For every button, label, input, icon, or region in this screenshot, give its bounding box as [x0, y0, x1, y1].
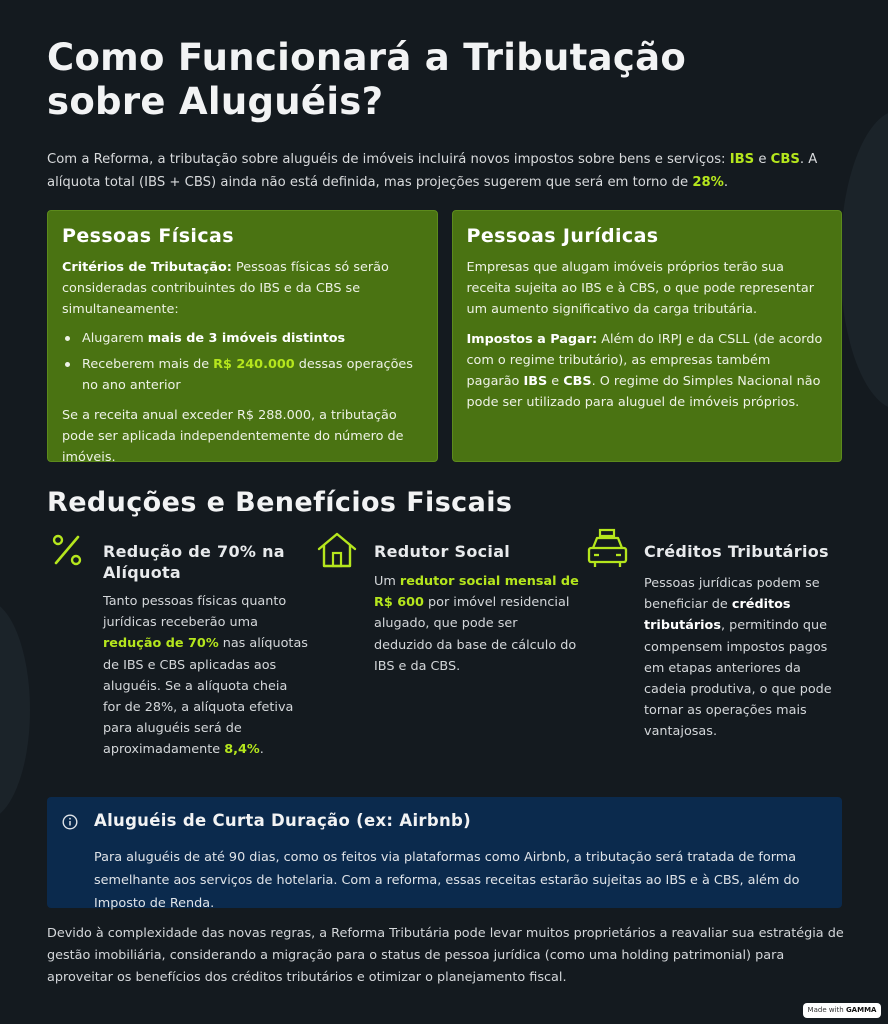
background-shape-left	[0, 600, 30, 820]
background-shape-right	[840, 110, 888, 410]
card-footer-text: Se a receita anual exceder R$ 288.000, a tributação pode ser aplicada independentemente do número de imóveis.	[62, 408, 404, 465]
feature-text: Um redutor social mensal de R$ 600 por imóvel residencial alugado, que pode ser deduzido da base de cálculo do IBS e da CBS.	[374, 574, 579, 674]
closing-paragraph: Devido à complexidade das novas regras, a Reforma Tributária pode levar muitos proprietários a reavaliar sua estratégia de gestão imobiliária, considerando a migração para o status de pessoa jurídica (como uma holding patrimonial) para aproveitar os benefícios dos créditos tributários e otimizar o planejamento fiscal.	[47, 926, 844, 985]
card-pessoas-fisicas	[47, 210, 438, 465]
feature-redutor-social	[316, 530, 586, 690]
list-item: Alugarem mais de 3 imóveis distintos	[62, 328, 423, 349]
taxi-icon	[586, 528, 630, 574]
card-paragraph: Empresas que alugam imóveis próprios terão sua receita sujeita ao IBS e à CBS, o que pode representar um aumento significativo da carga tributária.	[466, 260, 814, 317]
feature-title: Redutor Social	[374, 542, 511, 561]
criteria-text: Critérios de Tributação: Pessoas físicas só serão consideradas contribuintes do IBS e da CBS se simultaneamente:	[62, 260, 389, 317]
callout-title: Aluguéis de Curta Duração (ex: Airbnb)	[94, 811, 471, 830]
card-title: Pessoas Jurídicas	[466, 225, 659, 247]
card-pessoas-juridicas	[452, 210, 843, 462]
card-title: Pessoas Físicas	[62, 225, 234, 247]
made-with-gamma-badge[interactable]: Made with GAMMA	[803, 1003, 881, 1018]
intro-paragraph: Com a Reforma, a tributação sobre aluguéis de imóveis incluirá novos impostos sobre bens e serviços: IBS e CBS. A alíquota total (IBS + CBS) ainda não está definida, mas projeções sugerem que será em torno de 28%.	[47, 152, 818, 190]
taxes-paragraph: Impostos a Pagar: Além do IRPJ e da CSLL (de acordo com o regime tributário), as empresas também pagarão IBS e CBS. O regime do Simples Nacional não pode ser utilizado para aluguel de imóveis próprios.	[466, 332, 823, 410]
list-item: Receberem mais de R$ 240.000 dessas operações no ano anterior	[62, 354, 423, 396]
ibs-highlight: IBS	[729, 152, 755, 167]
feature-text: Tanto pessoas físicas quanto jurídicas receberão uma redução de 70% nas alíquotas de IBS e CBS aplicadas aos aluguéis. Se a alíquota cheia for de 28%, a alíquota efetiva para aluguéis será de aproximadamente 8,4%.	[103, 594, 308, 758]
cbs-highlight: CBS	[770, 152, 800, 167]
cards-row	[47, 210, 842, 465]
info-icon	[62, 814, 78, 834]
feature-title: Redução de 70% na Alíquota	[103, 542, 285, 582]
feature-creditos	[586, 528, 846, 748]
criteria-list	[62, 328, 423, 396]
callout-airbnb	[47, 797, 842, 911]
callout-text: Para aluguéis de até 90 dias, como os feitos via plataformas como Airbnb, a tributação será tratada de forma semelhante aos serviços de hotelaria. Com a reforma, essas receitas estarão sujeitas ao IBS e à CBS, além do Imposto de Renda.	[94, 850, 800, 911]
rate-highlight: 28%	[692, 175, 724, 190]
percent-icon	[50, 533, 84, 571]
section-title: Reduções e Benefícios Fiscais	[47, 487, 513, 518]
feature-title: Créditos Tributários	[644, 542, 829, 561]
feature-text: Pessoas jurídicas podem se beneficiar de créditos tributários, permitindo que compensem impostos pagos em etapas anteriores da cadeia produtiva, o que pode tornar as operações mais vantajosas.	[644, 576, 832, 740]
feature-reducao	[50, 533, 310, 783]
page-content	[47, 36, 842, 520]
page-title: Como Funcionará a Tributação sobre Aluguéis?	[47, 36, 687, 123]
house-icon	[316, 530, 360, 574]
